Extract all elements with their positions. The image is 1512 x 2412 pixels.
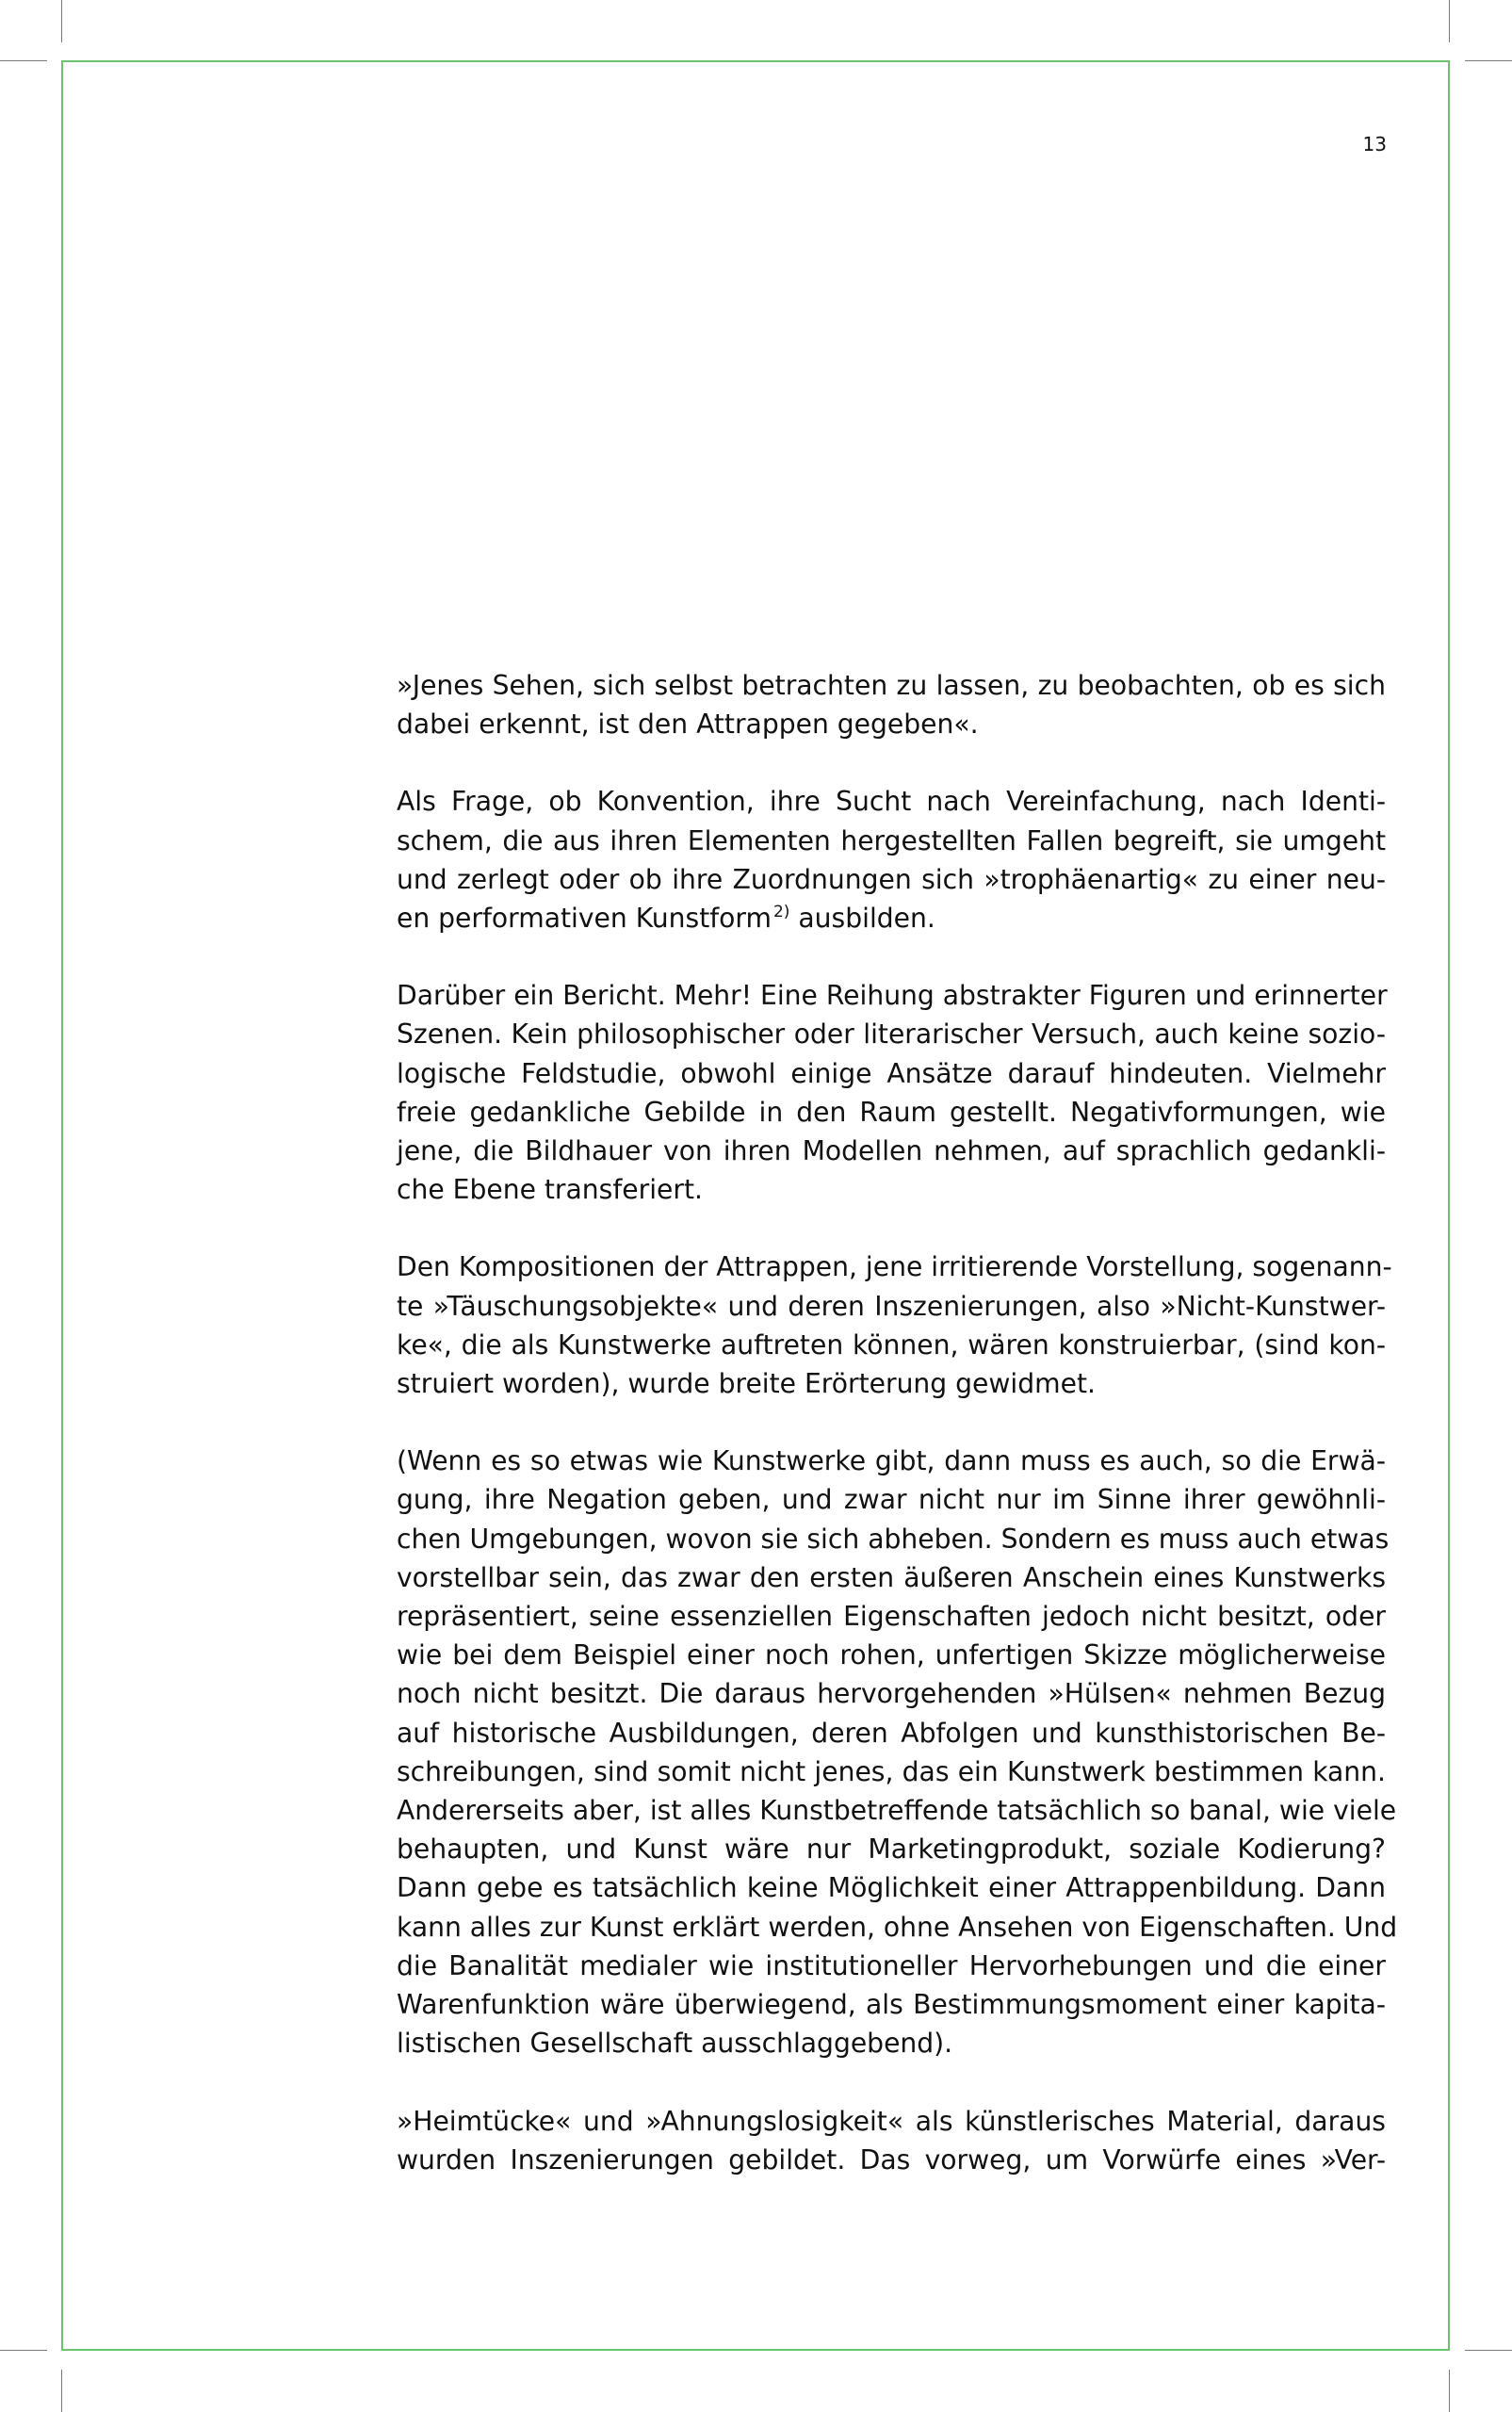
- text-line: Dann gebe es tatsächlich keine Möglichkeit einer Attrappenbildung. Dann: [397, 1872, 1386, 1904]
- text-line: behaupten, und Kunst wäre nur Marketingprodukt, soziale Kodierung?: [397, 1833, 1386, 1866]
- text-line: und zerlegt oder ob ihre Zuordnungen sich »trophäenartig« zu einer neu-: [397, 863, 1386, 895]
- footnote-reference[interactable]: 2): [772, 903, 790, 922]
- text-line: vorstellbar sein, das zwar den ersten äußeren Anschein eines Kunstwerks: [397, 1561, 1386, 1593]
- crop-mark: [1449, 0, 1450, 42]
- text-line: chen Umgebungen, wovon sie sich abheben. Sondern es muss auch etwas: [397, 1523, 1390, 1555]
- paragraph: [397, 2102, 1386, 2179]
- text-line: schem, die aus ihren Elementen hergestellten Fallen begreift, sie umgeht: [397, 824, 1386, 856]
- text-line: dabei erkennt, ist den Attrappen gegeben«.: [397, 709, 979, 741]
- text-line: wurden Inszenierungen gebildet. Das vorweg, um Vorwürfe eines »Ver-: [397, 2143, 1386, 2176]
- text-line: Darüber ein Bericht. Mehr! Eine Reihung abstrakter Figuren und erinnerter: [397, 980, 1388, 1012]
- text-line: schreibungen, sind somit nicht jenes, das ein Kunstwerk bestimmen kann.: [397, 1755, 1386, 1787]
- text-line: logische Feldstudie, obwohl einige Ansätze darauf hindeuten. Vielmehr: [397, 1057, 1386, 1089]
- paragraph: [397, 666, 1386, 743]
- text-line: [397, 899, 1386, 937]
- text-line: te »Täuschungsobjekte« und deren Inszenierungen, also »Nicht-Kunstwer-: [397, 1290, 1386, 1322]
- text-line: kann alles zur Kunst erklärt werden, ohne Ansehen von Eigenschaften. Und: [397, 1911, 1398, 1943]
- crop-mark: [61, 0, 62, 42]
- crop-mark: [0, 2350, 47, 2351]
- crop-mark: [61, 2370, 62, 2412]
- crop-mark: [1465, 2350, 1512, 2351]
- text-line: wie bei dem Beispiel einer noch rohen, unfertigen Skizze möglicherweise: [397, 1639, 1386, 1671]
- text-line: jene, die Bildhauer von ihren Modellen nehmen, auf sprachlich gedankli-: [397, 1135, 1386, 1167]
- text-line: Als Frage, ob Konvention, ihre Sucht nach Vereinfachung, nach Identi-: [397, 786, 1386, 818]
- text-line: ke«, die als Kunstwerke auftreten können, wären konstruierbar, (sind kon-: [397, 1328, 1386, 1361]
- crop-mark: [1449, 2370, 1450, 2412]
- body-text: [397, 666, 1398, 2218]
- paragraph: [397, 1442, 1398, 2062]
- text-line: repräsentiert, seine essenziellen Eigenschaften jedoch nicht besitzt, oder: [397, 1601, 1386, 1633]
- crop-mark: [0, 60, 47, 61]
- page-number: 13: [1362, 133, 1387, 155]
- text-fragment: ausbilden.: [789, 903, 935, 935]
- text-line: struiert worden), wurde breite Erörterung gewidmet.: [397, 1368, 1096, 1400]
- paragraph: [397, 1247, 1392, 1403]
- text-line: (Wenn es so etwas wie Kunstwerke gibt, dann muss es auch, so die Erwä-: [397, 1445, 1386, 1477]
- crop-mark: [1465, 60, 1512, 61]
- text-line: noch nicht besitzt. Die daraus hervorgehenden »Hülsen« nehmen Bezug: [397, 1678, 1386, 1710]
- text-line: che Ebene transferiert.: [397, 1174, 703, 1206]
- text-line: freie gedankliche Gebilde in den Raum gestellt. Negativformungen, wie: [397, 1096, 1386, 1128]
- text-line: »Heimtücke« und »Ahnungslosigkeit« als künstlerisches Material, daraus: [397, 2105, 1386, 2137]
- paragraph: [397, 782, 1386, 937]
- text-line: listischen Gesellschaft ausschlaggebend).: [397, 2028, 953, 2060]
- text-fragment: en performativen Kunstform: [397, 903, 772, 935]
- text-line: Andererseits aber, ist alles Kunstbetreffende tatsächlich so banal, wie viele: [397, 1795, 1397, 1827]
- text-line: gung, ihre Negation geben, und zwar nicht nur im Sinne ihrer gewöhnli-: [397, 1484, 1386, 1516]
- paragraph: [397, 976, 1386, 1209]
- text-line: »Jenes Sehen, sich selbst betrachten zu lassen, zu beobachten, ob es sich: [397, 670, 1386, 701]
- text-line: Warenfunktion wäre überwiegend, als Bestimmungsmoment einer kapita-: [397, 1989, 1386, 2021]
- text-line: Szenen. Kein philosophischer oder literarischer Versuch, auch keine sozio-: [397, 1019, 1386, 1051]
- text-line: die Banalität medialer wie institutioneller Hervorhebungen und die einer: [397, 1949, 1386, 1981]
- text-line: Den Kompositionen der Attrappen, jene irritierende Vorstellung, sogenann-: [397, 1251, 1392, 1283]
- text-line: auf historische Ausbildungen, deren Abfolgen und kunsthistorischen Be-: [397, 1717, 1386, 1749]
